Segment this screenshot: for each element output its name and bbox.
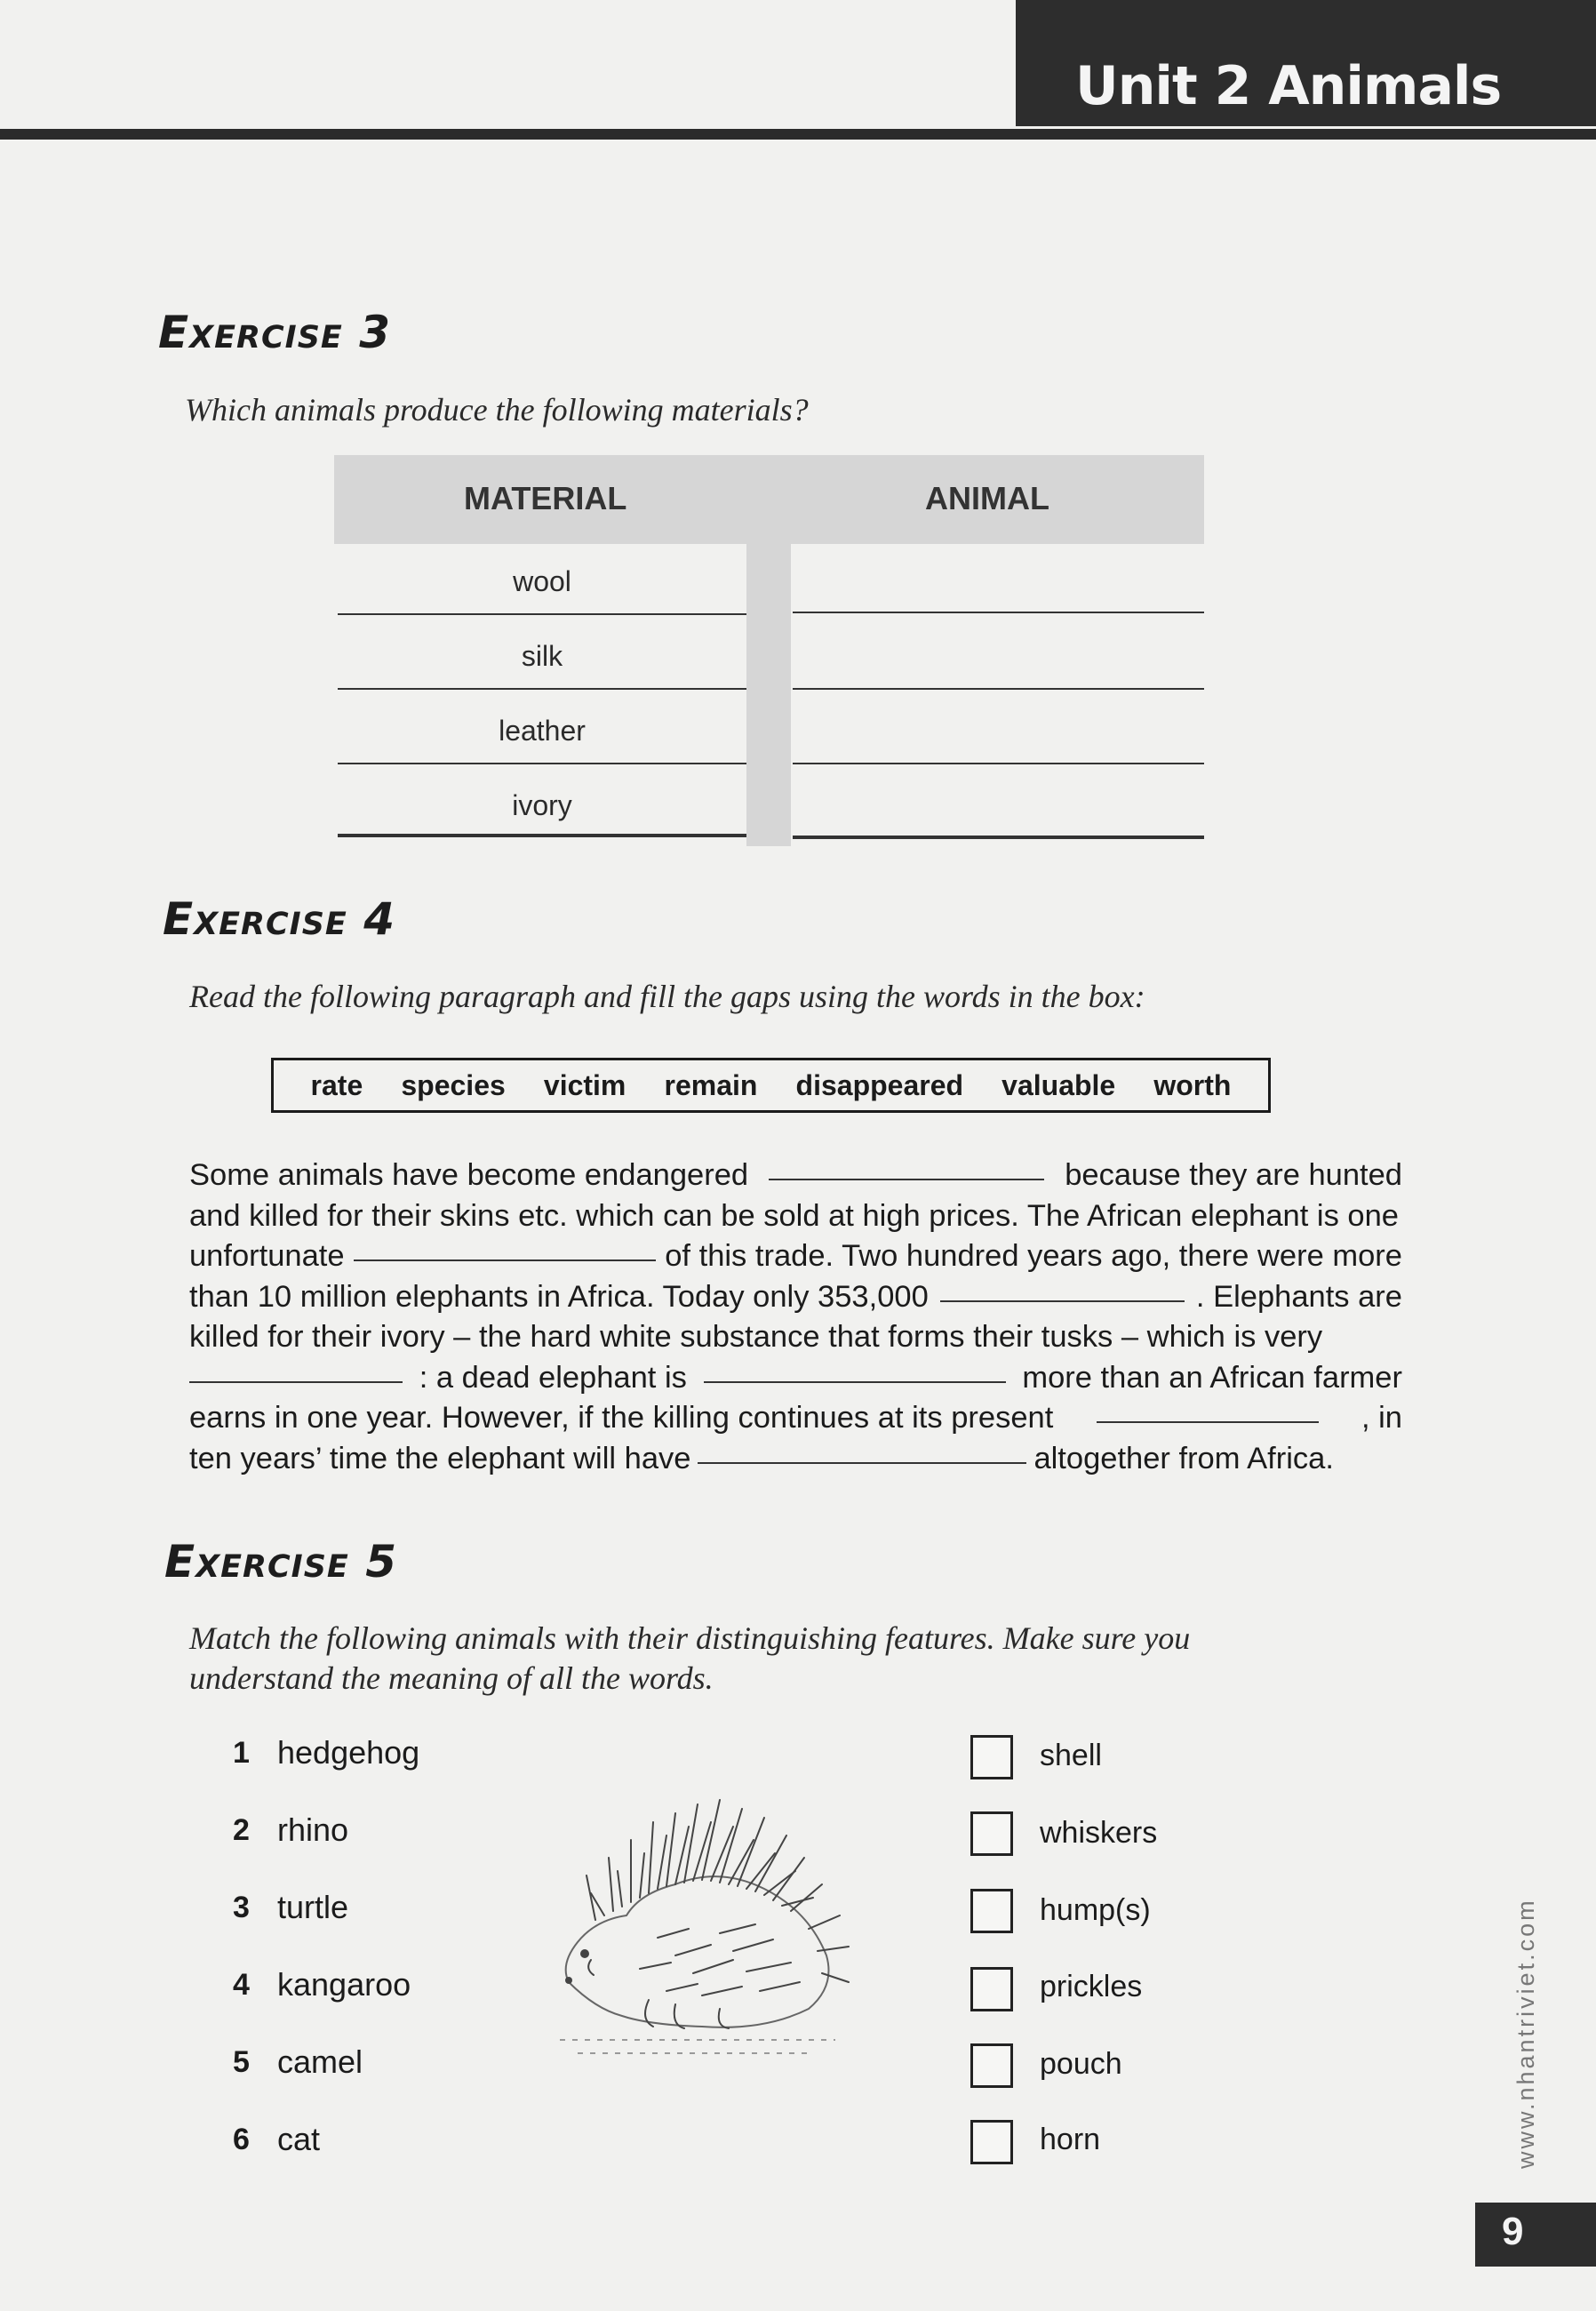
paragraph-text: ten years’ time the elephant will have bbox=[189, 1441, 691, 1475]
gap-blank-5[interactable] bbox=[704, 1358, 1006, 1383]
exercise-4-instruction: Read the following paragraph and fill the gaps using the words in the box: bbox=[189, 979, 1145, 1014]
row-rule bbox=[338, 688, 746, 690]
row-rule bbox=[338, 834, 746, 837]
paragraph-text: . Elephants are bbox=[1195, 1279, 1402, 1314]
animal-number: 3 bbox=[233, 1891, 250, 1924]
animal-answer-line[interactable] bbox=[793, 836, 1204, 839]
paragraph-text: killed for their ivory – the hard white substance that forms their tusks – which is very bbox=[189, 1320, 1323, 1354]
word-box-item: remain bbox=[664, 1068, 758, 1101]
animal-name: kangaroo bbox=[277, 1966, 411, 2003]
feature-label: horn bbox=[1040, 2123, 1101, 2156]
animal-number: 1 bbox=[233, 1736, 250, 1770]
word-box-item: rate bbox=[310, 1068, 363, 1101]
answer-checkbox[interactable] bbox=[970, 1811, 1013, 1856]
gap-blank-1[interactable] bbox=[769, 1156, 1044, 1180]
answer-checkbox[interactable] bbox=[970, 1735, 1013, 1779]
page-number-box bbox=[1475, 2203, 1596, 2267]
animal-name: camel bbox=[277, 2043, 363, 2080]
material-cell: ivory bbox=[512, 789, 572, 821]
answer-checkbox[interactable] bbox=[970, 1889, 1013, 1933]
paragraph-text: Some animals have become endangered bbox=[189, 1158, 749, 1192]
answer-checkbox[interactable] bbox=[970, 2043, 1013, 2088]
paragraph-text: : a dead elephant is bbox=[419, 1360, 687, 1395]
paragraph-text: of this trade. Two hundred years ago, there were more bbox=[665, 1239, 1402, 1273]
word-box-item: species bbox=[401, 1068, 506, 1101]
row-rule bbox=[338, 763, 746, 764]
header-rule bbox=[0, 129, 1596, 140]
animal-answer-line[interactable] bbox=[793, 688, 1204, 690]
exercise-5-title: Exercise 5 bbox=[164, 1536, 398, 1587]
row-rule bbox=[338, 613, 746, 615]
hedgehog-eye bbox=[580, 1949, 589, 1958]
gap-blank-6[interactable] bbox=[1097, 1398, 1319, 1423]
animal-number: 5 bbox=[233, 2045, 250, 2079]
feature-label: hump(s) bbox=[1040, 1893, 1151, 1927]
watermark: www.nhantriviet.com bbox=[1512, 1898, 1539, 2169]
hedgehog-nose bbox=[565, 1977, 572, 1984]
feature-label: whiskers bbox=[1040, 1816, 1158, 1850]
word-box-item: disappeared bbox=[795, 1068, 964, 1101]
animal-name: rhino bbox=[277, 1811, 349, 1848]
material-cell: silk bbox=[521, 640, 563, 672]
animal-number: 4 bbox=[233, 1968, 250, 2002]
feature-label: prickles bbox=[1040, 1970, 1143, 2003]
word-box bbox=[271, 1058, 1271, 1113]
material-cell: leather bbox=[499, 715, 586, 747]
material-cell: wool bbox=[513, 565, 571, 597]
answer-checkbox[interactable] bbox=[970, 1967, 1013, 2011]
paragraph-text: and killed for their skins etc. which can be sold at high prices. The African elephant is one bbox=[189, 1198, 1399, 1233]
answer-checkbox[interactable] bbox=[970, 2120, 1013, 2164]
animal-name: cat bbox=[277, 2121, 321, 2157]
paragraph-text: unfortunate bbox=[189, 1239, 345, 1273]
page-number: 9 bbox=[1502, 2210, 1524, 2253]
gap-blank-4[interactable] bbox=[189, 1358, 403, 1383]
exercise-4-title: Exercise 4 bbox=[163, 893, 396, 945]
paragraph-text: altogether from Africa. bbox=[1033, 1441, 1334, 1475]
exercise-5-instruction: Match the following animals with their distinguishing features. Make sure you bbox=[189, 1620, 1191, 1656]
exercise-5-instruction: understand the meaning of all the words. bbox=[189, 1660, 714, 1696]
column-header-material: MATERIAL bbox=[464, 480, 627, 516]
animal-answer-line[interactable] bbox=[793, 612, 1204, 613]
hedgehog-illustration bbox=[542, 1787, 862, 2062]
exercise-3-title: Exercise 3 bbox=[158, 307, 392, 358]
paragraph-text: because they are hunted bbox=[1065, 1158, 1402, 1192]
gap-fill-paragraph bbox=[189, 1156, 1402, 1479]
word-box-item: victim bbox=[543, 1068, 626, 1101]
word-box-item: worth bbox=[1153, 1068, 1232, 1101]
gap-blank-3[interactable] bbox=[940, 1277, 1185, 1302]
animal-number: 2 bbox=[233, 1813, 250, 1847]
feature-label: shell bbox=[1040, 1739, 1102, 1772]
animal-name: hedgehog bbox=[277, 1734, 420, 1771]
paragraph-text: earns in one year. However, if the killing continues at its present bbox=[189, 1401, 1054, 1435]
word-box-item: valuable bbox=[1001, 1068, 1116, 1101]
gap-blank-2[interactable] bbox=[354, 1236, 656, 1261]
gap-blank-7[interactable] bbox=[698, 1439, 1026, 1464]
paragraph-text: than 10 million elephants in Africa. Today only 353,000 bbox=[189, 1279, 929, 1314]
animal-number: 6 bbox=[233, 2123, 250, 2156]
paragraph-text: more than an African farmer bbox=[1022, 1360, 1402, 1395]
animal-name: turtle bbox=[277, 1889, 349, 1925]
paragraph-text: , in bbox=[1361, 1401, 1402, 1435]
column-header-animal: ANIMAL bbox=[925, 480, 1049, 516]
unit-title: Unit 2 Animals bbox=[1075, 55, 1502, 117]
table-divider-stripe bbox=[746, 544, 791, 846]
exercise-3-instruction: Which animals produce the following materials? bbox=[185, 392, 809, 428]
feature-label: pouch bbox=[1040, 2047, 1122, 2081]
animal-answer-line[interactable] bbox=[793, 763, 1204, 764]
